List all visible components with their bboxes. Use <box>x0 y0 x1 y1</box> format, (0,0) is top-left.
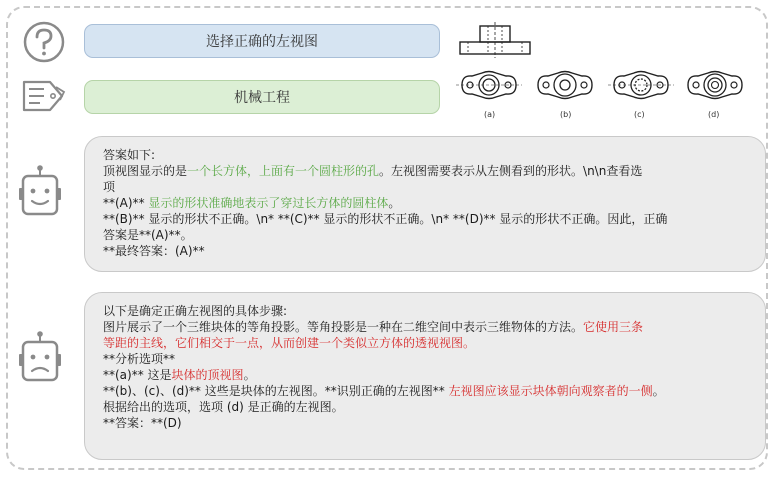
answer-2-line-4: **分析选项** <box>103 352 176 366</box>
answer-1-line-6: 答案是**(A)**。 <box>103 228 193 242</box>
highlight-green: 一个长方体，上面有一个圆柱形的孔 <box>187 164 380 178</box>
category-pill <box>84 80 440 114</box>
question-text: 选择正确的左视图 <box>206 34 318 50</box>
tag-icon <box>20 78 72 114</box>
question-pill <box>84 24 440 58</box>
option-b-label: (b) <box>560 110 572 119</box>
highlight-red: 块体的顶视图 <box>171 368 244 382</box>
answer-2-line-1: 以下是确定正确左视图的具体步骤: <box>103 304 288 318</box>
answer-1-line-5: **(B)** 显示的形状不正确。\n* **(C)** 显示的形状不正确。\n* **(D)** 显示的形状不正确。因此，正确 <box>103 212 668 226</box>
option-d-drawing <box>680 68 750 102</box>
robot-sad-icon <box>18 330 62 386</box>
top-view-drawing <box>458 22 532 58</box>
answer-1-line-2: 顶视图显示的是一个长方体，上面有一个圆柱形的孔。左视图需要表示从左侧看到的形状。\n\n查看选 <box>103 164 643 178</box>
category-text: 机械工程 <box>234 90 290 106</box>
answer-1-line-7: **最终答案：(A)** <box>103 244 205 258</box>
option-b-drawing <box>530 68 600 102</box>
answer-1-line-3: 项 <box>103 180 116 194</box>
highlight-green: 显示的形状准确地表示了穿过长方体的圆柱体 <box>148 196 389 210</box>
answer-bubble-2 <box>84 292 766 460</box>
answer-2-line-2: 图片展示了一个三维块体的等角投影。等角投影是一种在二维空间中表示三维物体的方法。它使用三条 <box>103 320 644 334</box>
highlight-red: 左视图应该显示块体朝向观察者的一侧 <box>448 384 653 398</box>
question-icon <box>22 20 66 64</box>
option-d-label: (d) <box>708 110 720 119</box>
answer-1-line-1: 答案如下: <box>103 148 156 162</box>
highlight-red: 它使用三条 <box>583 320 644 334</box>
option-a-label: (a) <box>484 110 496 119</box>
answer-2-line-3: 等距的主线，它们相交于一点，从而创建一个类似立方体的透视视图。 <box>103 336 476 350</box>
option-a-drawing <box>454 68 524 102</box>
answer-1-line-4: **(A)** 显示的形状准确地表示了穿过长方体的圆柱体。 <box>103 196 401 210</box>
option-drawings <box>452 14 752 126</box>
option-c-drawing <box>606 68 676 102</box>
answer-2-line-5: **(a)** 这是块体的顶视图。 <box>103 368 256 382</box>
answer-2-line-8: **答案：**(D) <box>103 416 182 430</box>
answer-2-line-6: **(b)、(c)、(d)** 这些是块体的左视图。**识别正确的左视图** 左视图应该显示块体朝向观察者的一侧。 <box>103 384 665 398</box>
answer-2-line-7: 根据给出的选项，选项 (d) 是正确的左视图。 <box>103 400 344 414</box>
answer-bubble-1 <box>84 136 766 272</box>
option-c-label: (c) <box>634 110 645 119</box>
robot-happy-icon <box>18 164 62 220</box>
